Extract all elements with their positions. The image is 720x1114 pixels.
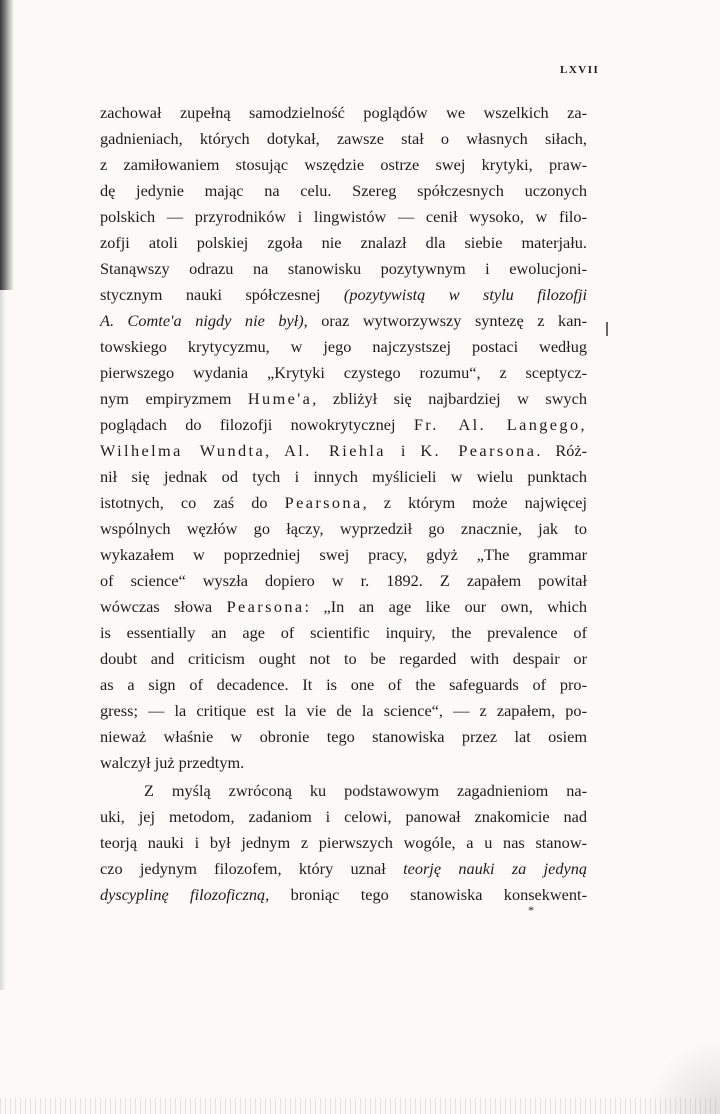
text-line: gress; — la critique est la vie de la science“, — z zapałem, po-	[100, 701, 587, 720]
page-corner-stain	[640, 1044, 720, 1114]
text-line: as a sign of decadence. It is one of the safeguards of pro-	[100, 675, 587, 694]
spaced-name: Pearsona	[226, 597, 305, 616]
spaced-name: K. Pearsona	[420, 441, 537, 460]
text-line: Z myślą zwróconą ku podstawowym zagadnieniom na-	[144, 781, 587, 800]
text-line: pierwszego wydania „Krytyki czystego rozumu“, z sceptycz-	[100, 363, 587, 382]
text-line: wspólnych węzłów go łączy, wyprzedził go znacznie, jak to	[100, 519, 587, 538]
text-line: istotnych, co zaś do Pearsona, z którym może najwięcej	[100, 493, 587, 512]
text-line: uki, jej metodom, zadaniom i celowi, panował znakomicie nad	[100, 807, 587, 826]
page-edge-shadow	[0, 290, 6, 990]
text-line: nił się jednak od tych i innych myślicieli w wielu punktach	[100, 467, 587, 486]
page-bottom-edge	[0, 1098, 720, 1114]
text-line: czo jedynym filozofem, który uznał teorję nauki za jedyną	[100, 859, 588, 878]
text-line: zachował zupełną samodzielność poglądów we wszelkich za-	[100, 103, 587, 122]
text-line: teorją nauki i był jednym z pierwszych wogóle, a u nas stanow-	[100, 833, 587, 852]
italic-emphasis: A. Comte'a nigdy nie był)	[100, 311, 304, 330]
text-line: zofji atoli polskiej zgoła nie znalazł dla siebie materjału.	[100, 233, 587, 252]
spaced-name: Wilhelma Wundta	[100, 441, 266, 460]
spaced-name: Fr. Al. Langego,	[413, 415, 587, 434]
text-line: wykazałem w poprzedniej swej pracy, gdyż „The grammar	[100, 545, 587, 564]
text-line: polskich — przyrodników i lingwistów — cenił wysoko, w filo-	[100, 207, 587, 226]
text-line: gadnieniach, których dotykał, zawsze stał o własnych siłach,	[100, 129, 587, 148]
text-line: Wilhelma Wundta, Al. Riehla i K. Pearsona. Róż-	[100, 441, 587, 460]
italic-emphasis: dyscyplinę filozoficzną,	[100, 885, 270, 904]
text-line: nym empiryzmem Hume'a, zbliżył się najbardziej w swych	[100, 389, 587, 408]
text-line: nieważ właśnie w obronie tego stanowiska przez lat osiem	[100, 727, 587, 746]
text-line: walczył już przedtym.	[100, 753, 245, 772]
text-line: of science“ wyszła dopiero w r. 1892. Z zapałem powitał	[100, 571, 587, 590]
spaced-name: Pearsona	[284, 493, 363, 512]
margin-pencil-mark	[606, 322, 608, 336]
text-line: z zamiłowaniem stosując wszędzie ostrze swej krytyki, praw-	[100, 155, 587, 174]
spaced-name: Hume'a	[247, 389, 313, 408]
text-line: dę jedynie mając na celu. Szereg spółczesnych uczonych	[100, 181, 587, 200]
text-line: stycznym nauki spółczesnej (pozytywistą w stylu filozofji	[100, 285, 587, 304]
text-line: is essentially an age of scientific inquiry, the prevalence of	[100, 623, 587, 642]
italic-emphasis: (pozytywistą w stylu filozofji	[343, 285, 587, 304]
italic-emphasis: teorję nauki za jedyną	[403, 859, 588, 878]
text-line: wówczas słowa Pearsona: „In an age like our own, which	[100, 597, 588, 616]
text-line: towskiego krytycyzmu, w jego najczystszej postaci według	[100, 337, 587, 356]
signature-mark: *	[528, 903, 534, 917]
book-binding-shadow	[0, 0, 14, 290]
spaced-name: Al. Riehla	[284, 441, 386, 460]
text-line: dyscyplinę filozoficzną, broniąc tego stanowiska konsekwent-	[100, 885, 587, 904]
text-line: poglądach do filozofji nowokrytycznej Fr. Al. Langego,	[100, 415, 587, 434]
page-number: LXVII	[560, 64, 600, 76]
text-line: A. Comte'a nigdy nie był), oraz wytworzywszy syntezę z kan-	[100, 311, 587, 330]
text-line: doubt and criticism ought not to be regarded with despair or	[100, 649, 587, 668]
text-line: Stanąwszy odrazu na stanowisku pozytywnym i ewolucjoni-	[100, 259, 587, 278]
